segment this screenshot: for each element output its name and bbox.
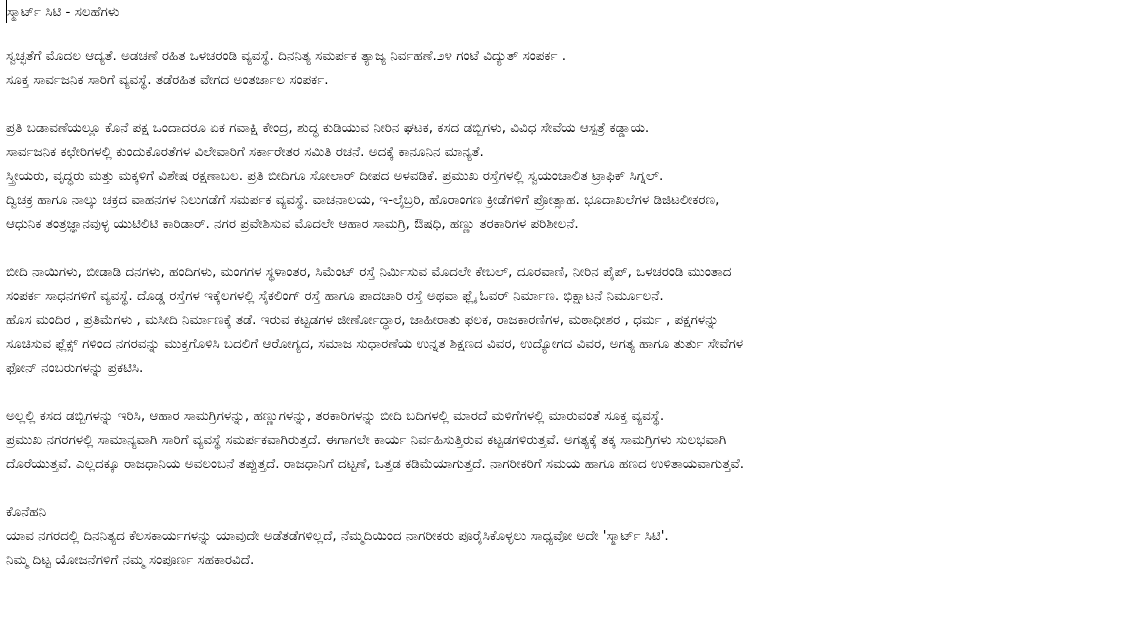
text-line: ಸೂಕ್ತ ಸಾರ್ವಜನಿಕ ಸಾರಿಗೆ ವ್ಯವಸ್ಥೆ. ತಡೆರಹಿತ ವೇಗದ ಅಂತರ್ಜಾಲ ಸಂಪರ್ಕ.: [6, 72, 329, 88]
text-line: ಪ್ರಮುಖ ನಗರಗಳಲ್ಲಿ ಸಾಮಾನ್ಯವಾಗಿ ಸಾರಿಗೆ ವ್ಯವಸ್ಥೆ ಸಮರ್ಪಕವಾಗಿರುತ್ತದೆ. ಈಗಾಗಲೇ ಕಾರ್ಯ ನಿರ್ವಹಿಸುತ್ತಿರುವ ಕಟ್ಟಡಗಳಿರುತ್ತವೆ. ಅಗತ್ಯಕ್ಕೆ ತಕ್ಕ ಸಾಮಗ್ರಿಗಳು ಸುಲಭವಾಗಿ: [6, 432, 727, 448]
text-line: ಅಲ್ಲಲ್ಲಿ ಕಸದ ಡಬ್ಬಿಗಳನ್ನು ಇರಿಸಿ, ಆಹಾರ ಸಾಮಗ್ರಿಗಳನ್ನು, ಹಣ್ಣುಗಳನ್ನು, ತರಕಾರಿಗಳನ್ನು ಬೀದಿ ಬದಿಗಳಲ್ಲಿ ಮಾರದೆ ಮಳಿಗೆಗಳಲ್ಲಿ ಮಾರುವಂತೆ ಸೂಕ್ತ ವ್ಯವಸ್ಥೆ.: [6, 408, 665, 424]
blank-line: [6, 236, 1126, 260]
paragraph-2: [6, 116, 1126, 236]
blank-line: [6, 92, 1126, 116]
text-line: ದ್ವಿಚಕ್ರ ಹಾಗೂ ನಾಲ್ಕು ಚಕ್ರದ ವಾಹನಗಳ ನಿಲುಗಡೆಗೆ ಸಮರ್ಪಕ ವ್ಯವಸ್ಥೆ. ವಾಚನಾಲಯ, ಇ-ಲೈಬ್ರರಿ, ಹೊರಾಂಗಣ ಕ್ರೀಡೆಗಳಿಗೆ ಪ್ರೋತ್ಸಾಹ. ಭೂದಾಖಲೆಗಳ ಡಿಜಿಟಲೀಕರಣ,: [6, 192, 720, 208]
paragraph-3: [6, 260, 1126, 380]
blank-line: [6, 380, 1126, 404]
text-line: ನಿಮ್ಮ ದಿಟ್ಟ ಯೋಜನೆಗಳಿಗೆ ನಮ್ಮ ಸಂಪೂರ್ಣ ಸಹಕಾರವಿದೆ.: [6, 552, 255, 568]
blank-line: [6, 476, 1126, 500]
section-heading-konehani: ಕೊನೆಹನಿ: [6, 504, 47, 520]
text-line: ಹೊಸ ಮಂದಿರ , ಪ್ರತಿಮೆಗಳು , ಮಸೀದಿ ನಿರ್ಮಾಣಕ್ಕೆ ತಡೆ. ಇರುವ ಕಟ್ಟಡಗಳ ಜೀರ್ಣೋದ್ಧಾರ, ಜಾಹೀರಾತು ಫಲಕ, ರಾಜಕಾರಣಿಗಳ, ಮಠಾಧೀಶರ , ಧರ್ಮ , ಪಕ್ಷಗಳನ್ನು: [6, 312, 719, 328]
document-title: ಸ್ಮಾರ್ಟ್ ಸಿಟಿ - ಸಲಹೆಗಳು: [6, 0, 119, 23]
paragraph-5: [6, 500, 1126, 572]
text-line: ಸೂಚಿಸುವ ಫ್ಲೆಕ್ಸ್ ಗಳಿಂದ ನಗರವನ್ನು ಮುಕ್ತಗೊಳಿಸಿ ಬದಲಿಗೆ ಆರೋಗ್ಯದ, ಸಮಾಜ ಸುಧಾರಣೆಯ ಉನ್ನತ ಶಿಕ್ಷಣದ ವಿವರ, ಉದ್ಯೋಗದ ವಿವರ, ಅಗತ್ಯ ಹಾಗೂ ತುರ್ತು ಸೇವೆಗಳ: [6, 336, 744, 352]
text-line: ಯಾವ ನಗರದಲ್ಲಿ ದಿನನಿತ್ಯದ ಕೆಲಸಕಾರ್ಯಗಳನ್ನು ಯಾವುದೇ ಅಡೆತಡೆಗಳಿಲ್ಲದೆ, ನೆಮ್ಮದಿಯಿಂದ ನಾಗರೀಕರು ಪೂರೈಸಿಕೊಳ್ಳಲು ಸಾಧ್ಯವೋ ಅದೇ 'ಸ್ಮಾರ್ಟ್ ಸಿಟಿ'.: [6, 528, 669, 544]
text-line: ಸಾರ್ವಜನಿಕ ಕಛೇರಿಗಳಲ್ಲಿ ಕುಂದುಕೊರತೆಗಳ ವಿಲೇವಾರಿಗೆ ಸರ್ಕಾರೇತರ ಸಮಿತಿ ರಚನೆ. ಅದಕ್ಕೆ ಕಾನೂನಿನ ಮಾನ್ಯತೆ.: [6, 144, 484, 160]
text-line: ಸ್ವಚ್ಛತೆಗೆ ಮೊದಲ ಆದ್ಯತೆ. ಅಡಚಣೆ ರಹಿತ ಒಳಚರಂಡಿ ವ್ಯವಸ್ಥೆ. ದಿನನಿತ್ಯ ಸಮರ್ಪಕ ತ್ಯಾಜ್ಯ ನಿರ್ವಹಣೆ.೨೪ ಗಂಟೆ ವಿದ್ಯುತ್ ಸಂಪರ್ಕ .: [6, 48, 567, 64]
text-line: ಸಂಪರ್ಕ ಸಾಧನಗಳಿಗೆ ವ್ಯವಸ್ಥೆ. ದೊಡ್ಡ ರಸ್ತೆಗಳ ಇಕ್ಕೆಲಗಳಲ್ಲಿ ಸೈಕಲಿಂಗ್ ರಸ್ತೆ ಹಾಗೂ ಪಾದಚಾರಿ ರಸ್ತೆ ಅಥವಾ ಫ್ಲೈ ಓವರ್ ನಿರ್ಮಾಣ. ಭಿಕ್ಷಾಟನೆ ನಿರ್ಮೂಲನೆ.: [6, 288, 664, 304]
text-line: ದೊರೆಯುತ್ತವೆ. ಎಲ್ಲದಕ್ಕೂ ರಾಜಧಾನಿಯ ಅವಲಂಬನೆ ತಪ್ಪುತ್ತದೆ. ರಾಜಧಾನಿಗೆ ದಟ್ಟಣೆ, ಒತ್ತಡ ಕಡಿಮೆಯಾಗುತ್ತದೆ. ನಾಗರೀಕರಿಗೆ ಸಮಯ ಹಾಗೂ ಹಣದ ಉಳಿತಾಯವಾಗುತ್ತವೆ.: [6, 456, 745, 472]
paragraph-4: [6, 404, 1126, 476]
text-line: ಆಧುನಿಕ ತಂತ್ರಜ್ಞಾನವುಳ್ಳ ಯುಟಿಲಿಟಿ ಕಾರಿಡಾರ್. ನಗರ ಪ್ರವೇಶಿಸುವ ಮೊದಲೇ ಆಹಾರ ಸಾಮಗ್ರಿ, ಔಷಧಿ, ಹಣ್ಣು ತರಕಾರಿಗಳ ಪರಿಶೀಲನೆ.: [6, 216, 579, 232]
text-line: ಬೀದಿ ನಾಯಿಗಳು, ಬೀಡಾಡಿ ದನಗಳು, ಹಂದಿಗಳು, ಮಂಗಗಳ ಸ್ಥಳಾಂತರ, ಸಿಮೆಂಟ್ ರಸ್ತೆ ನಿರ್ಮಿಸುವ ಮೊದಲೇ ಕೇಬಲ್, ದೂರವಾಣಿ, ನೀರಿನ ಪೈಪ್, ಒಳಚರಂಡಿ ಮುಂತಾದ: [6, 264, 732, 280]
blank-line: [6, 24, 1126, 44]
text-line: ಸ್ತ್ರೀಯರು, ವೃದ್ಧರು ಮತ್ತು ಮಕ್ಕಳಿಗೆ ವಿಶೇಷ ರಕ್ಷಣಾಬಲ. ಪ್ರತಿ ಬೀದಿಗೂ ಸೋಲಾರ್ ದೀಪದ ಅಳವಡಿಕೆ. ಪ್ರಮುಖ ರಸ್ತೆಗಳಲ್ಲಿ ಸ್ವಯಂಚಾಲಿತ ಟ್ರಾಫಿಕ್ ಸಿಗ್ನಲ್.: [6, 168, 664, 184]
text-line: ಪ್ರತಿ ಬಡಾವಣೆಯಲ್ಲೂ ಕೊನೆ ಪಕ್ಷ ಒಂದಾದರೂ ಏಕ ಗವಾಕ್ಷಿ ಕೇಂದ್ರ, ಶುದ್ಧ ಕುಡಿಯುವ ನೀರಿನ ಘಟಕ, ಕಸದ ಡಬ್ಬಿಗಳು, ವಿವಿಧ ಸೇವೆಯ ಆಸ್ಪತ್ರೆ ಕಡ್ಡಾಯ.: [6, 120, 650, 136]
paragraph-1: [6, 44, 1126, 92]
text-line: ಫೋನ್ ನಂಬರುಗಳನ್ನು ಪ್ರಕಟಿಸಿ.: [6, 360, 144, 376]
